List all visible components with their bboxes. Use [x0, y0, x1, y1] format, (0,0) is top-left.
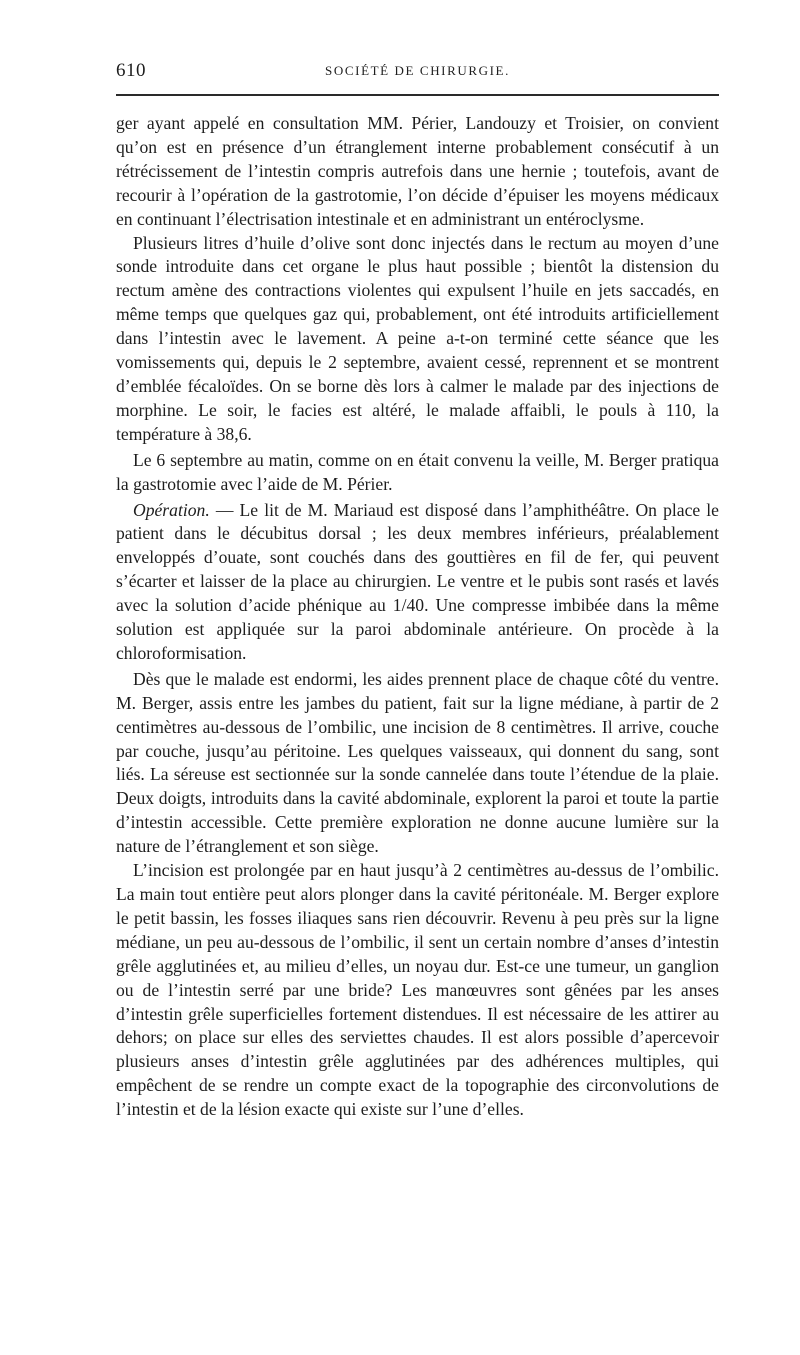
page-header — [116, 60, 719, 84]
paragraph-3: Le 6 septembre au matin, comme on en était convenu la veille, M. Berger pratiqua la gastrotomie avec l’aide de M. Périer. — [116, 449, 719, 494]
paragraph-2: Plusieurs litres d’huile d’olive sont donc injectés dans le rectum au moyen d’une sonde introduite dans cet organe le plus haut possible ; bientôt la distension du rectum amène des contractions violentes qui expulsent l’huile en jets saccadés, en même temps que quelques gaz qui, probablement, ont été introduits artificiellement dans l’intestin avec le lavement. A peine a-t-on terminé cette séance que les vomissements qui, depuis le 2 septembre, avaient cessé, reprennent et se montrent d’emblée fécaloïdes. On se borne dès lors à calmer le malade par des injections de morphine. Le soir, le facies est altéré, le malade affaibli, le pouls à 110, la température à 38,6. — [116, 232, 719, 444]
paragraph-4 — [116, 499, 719, 666]
body-text — [116, 112, 719, 1122]
section-lead: Opération. — [133, 499, 210, 520]
paragraph-4-text: — Le lit de M. Mariaud est disposé dans l’amphithéâtre. On place le patient dans le décubitus dorsal ; les deux membres inférieurs, préalablement enveloppés d’ouate, sont couchés dans des gouttières en fil de fer, qui peuvent s’écarter et laisser de la place au chirurgien. Le ventre et le pubis sont rasés et lavés avec la solution d’acide phénique au 1/40. Une compresse imbibée dans la même solution est appliquée sur la paroi abdominale antérieure. On procède à la chloroformisation. — [116, 499, 719, 663]
paragraph-1: ger ayant appelé en consultation MM. Périer, Landouzy et Troisier, on convient qu’on est en présence d’un étranglement interne probablement consécutif à un rétrécissement de l’intestin compris autrefois dans une hernie ; toutefois, avant de recourir à l’opération de la gastrotomie, l’on décide d’épuiser les moyens médicaux en continuant l’électrisation intestinale et en administrant un entéroclysme. — [116, 113, 719, 229]
paragraph-5: Dès que le malade est endormi, les aides prennent place de chaque côté du ventre. M. Berger, assis entre les jambes du patient, fait sur la ligne médiane, à partir de 2 centimètres au-dessous de l’ombilic, une incision de 8 centimètres. Il arrive, couche par couche, jusqu’au péritoine. Les quelques vaisseaux, qui donnent du sang, sont liés. La séreuse est sectionnée sur la sonde cannelée dans toute l’étendue de la plaie. Deux doigts, introduits dans la cavité abdominale, explorent la paroi et toute la partie d’intestin accessible. Cette première exploration ne donne aucune lumière sur la nature de l’étranglement et son siège. — [116, 668, 719, 857]
running-title: SOCIÉTÉ DE CHIRURGIE. — [325, 63, 510, 78]
header-rule — [116, 94, 719, 96]
page-number: 610 — [116, 60, 146, 81]
paragraph-6: L’incision est prolongée par en haut jusqu’à 2 centimètres au-dessus de l’ombilic. La main tout entière peut alors plonger dans la cavité péritonéale. M. Berger explore le petit bassin, les fosses iliaques sans rien découvrir. Revenu à peu près sur la ligne médiane, un peu au-dessous de l’ombilic, il sent un certain nombre d’anses d’intestin grêle agglutinées et, au milieu d’elles, un noyau dur. Est-ce une tumeur, un ganglion ou de l’intestin serré par une bride? Les manœuvres sont gênées par les anses d’intestin grêle superficielles fortement distendues. Il est nécessaire de les attirer au dehors; on place sur elles des serviettes chaudes. Il est alors possible d’apercevoir plusieurs anses d’intestin grêle agglutinées par des adhérences multiples, qui empêchent de se rendre un compte exact de la topographie des circonvolutions de l’intestin et de la lésion exacte qui existe sur l’une d’elles. — [116, 860, 719, 1120]
